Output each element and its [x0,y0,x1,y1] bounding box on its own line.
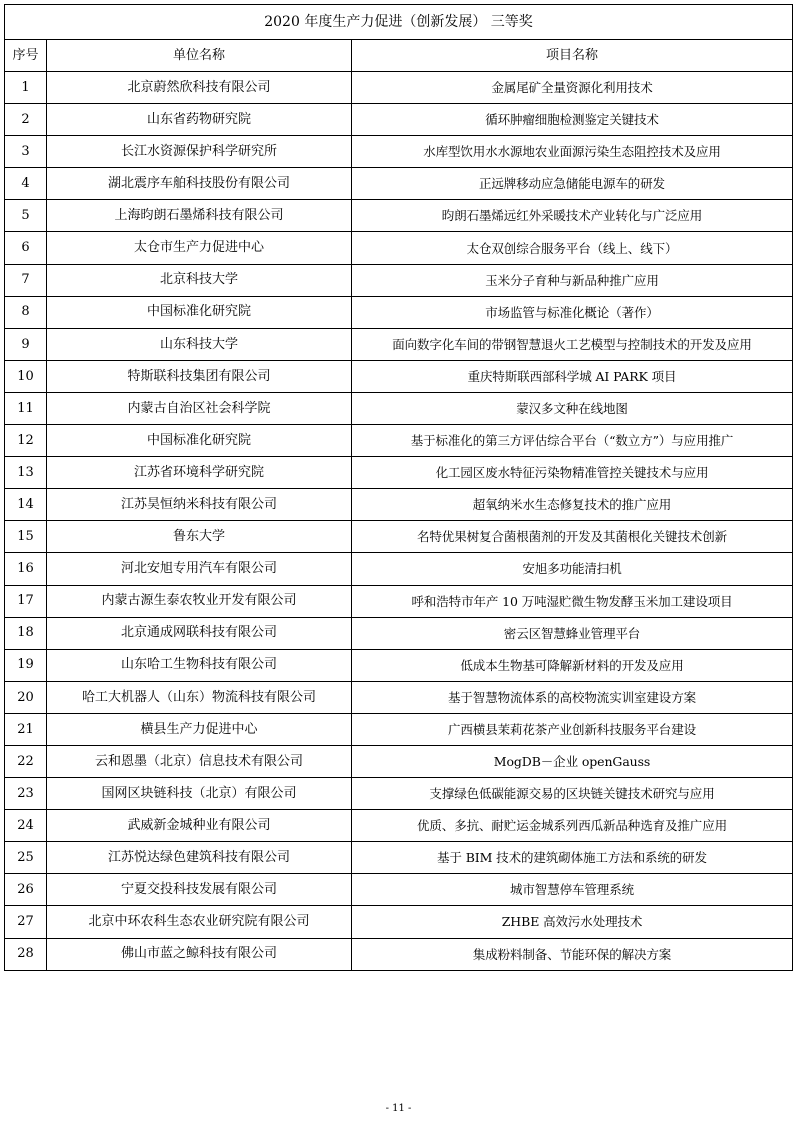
row-unit-name: 北京科技大学 [47,264,352,296]
row-unit-name: 武威新金城种业有限公司 [47,810,352,842]
row-unit-name: 江苏昊恒纳米科技有限公司 [47,489,352,521]
row-index: 6 [5,232,47,264]
table-row [5,617,793,649]
table-row [5,296,793,328]
header-unit: 单位名称 [47,40,352,72]
row-index: 28 [5,938,47,970]
header-index: 序号 [5,40,47,72]
row-project-name: 名特优果树复合菌根菌剂的开发及其菌根化关键技术创新 [352,521,793,553]
row-index: 9 [5,328,47,360]
row-unit-name: 内蒙古源生泰农牧业开发有限公司 [47,585,352,617]
row-unit-name: 国网区块链科技（北京）有限公司 [47,778,352,810]
row-index: 16 [5,553,47,585]
row-unit-name: 山东科技大学 [47,328,352,360]
row-unit-name: 北京通成网联科技有限公司 [47,617,352,649]
row-project-name: 循环肿瘤细胞检测鉴定关键技术 [352,104,793,136]
table-row [5,328,793,360]
row-index: 23 [5,778,47,810]
row-unit-name: 特斯联科技集团有限公司 [47,360,352,392]
row-unit-name: 山东省药物研究院 [47,104,352,136]
row-unit-name: 宁夏交投科技发展有限公司 [47,874,352,906]
table-body [5,5,793,971]
row-index: 19 [5,649,47,681]
row-project-name: 基于标准化的第三方评估综合平台（“数立方”）与应用推广 [352,425,793,457]
table-row [5,72,793,104]
row-unit-name: 鲁东大学 [47,521,352,553]
row-project-name: 安旭多功能清扫机 [352,553,793,585]
table-row [5,168,793,200]
row-unit-name: 山东哈工生物科技有限公司 [47,649,352,681]
table-row [5,104,793,136]
table-row [5,200,793,232]
page-number: - 11 - [385,1103,412,1114]
row-unit-name: 北京蔚然欣科技有限公司 [47,72,352,104]
table-row [5,264,793,296]
row-index: 3 [5,136,47,168]
row-project-name: 基于 BIM 技术的建筑砌体施工方法和系统的研发 [352,842,793,874]
row-index: 7 [5,264,47,296]
table-row [5,360,793,392]
row-project-name: 密云区智慧蜂业管理平台 [352,617,793,649]
row-unit-name: 云和恩墨（北京）信息技术有限公司 [47,745,352,777]
award-table [4,4,793,971]
table-title-row [5,5,793,40]
row-index: 14 [5,489,47,521]
row-unit-name: 中国标准化研究院 [47,425,352,457]
table-row [5,810,793,842]
row-project-name: 太仓双创综合服务平台（线上、线下） [352,232,793,264]
row-project-name: MogDB－企业 openGauss [352,745,793,777]
row-unit-name: 哈工大机器人（山东）物流科技有限公司 [47,681,352,713]
table-row [5,713,793,745]
row-unit-name: 中国标准化研究院 [47,296,352,328]
row-index: 20 [5,681,47,713]
table-row [5,745,793,777]
row-project-name: 广西横县茉莉花茶产业创新科技服务平台建设 [352,713,793,745]
row-unit-name: 太仓市生产力促进中心 [47,232,352,264]
row-index: 12 [5,425,47,457]
row-project-name: 面向数字化车间的带钢智慧退火工艺模型与控制技术的开发及应用 [352,328,793,360]
row-index: 5 [5,200,47,232]
row-index: 26 [5,874,47,906]
row-unit-name: 湖北震序车舶科技股份有限公司 [47,168,352,200]
row-project-name: 超氧纳米水生态修复技术的推广应用 [352,489,793,521]
row-index: 17 [5,585,47,617]
table-row [5,874,793,906]
row-project-name: 蒙汉多文种在线地图 [352,392,793,424]
row-project-name: 城市智慧停车管理系统 [352,874,793,906]
row-project-name: 基于智慧物流体系的高校物流实训室建设方案 [352,681,793,713]
row-unit-name: 长江水资源保护科学研究所 [47,136,352,168]
row-index: 25 [5,842,47,874]
row-unit-name: 北京中环农科生态农业研究院有限公司 [47,906,352,938]
row-index: 8 [5,296,47,328]
header-project: 项目名称 [352,40,793,72]
row-unit-name: 佛山市蓝之鲸科技有限公司 [47,938,352,970]
row-unit-name: 江苏悦达绿色建筑科技有限公司 [47,842,352,874]
row-unit-name: 上海昀朗石墨烯科技有限公司 [47,200,352,232]
table-row [5,553,793,585]
table-row [5,392,793,424]
row-project-name: 化工园区废水特征污染物精准管控关键技术与应用 [352,457,793,489]
table-row [5,681,793,713]
row-index: 11 [5,392,47,424]
row-index: 22 [5,745,47,777]
row-project-name: ZHBE 高效污水处理技术 [352,906,793,938]
table-row [5,906,793,938]
table-row [5,938,793,970]
table-row [5,136,793,168]
row-project-name: 呼和浩特市年产 10 万吨湿贮微生物发酵玉米加工建设项目 [352,585,793,617]
table-row [5,457,793,489]
row-index: 15 [5,521,47,553]
row-project-name: 集成粉料制备、节能环保的解决方案 [352,938,793,970]
row-project-name: 优质、多抗、耐贮运金城系列西瓜新品种选育及推广应用 [352,810,793,842]
row-project-name: 昀朗石墨烯远红外采暖技术产业转化与广泛应用 [352,200,793,232]
table-row [5,489,793,521]
row-index: 1 [5,72,47,104]
row-index: 13 [5,457,47,489]
row-project-name: 金属尾矿全量资源化利用技术 [352,72,793,104]
row-project-name: 市场监管与标准化概论（著作） [352,296,793,328]
row-index: 24 [5,810,47,842]
row-project-name: 玉米分子育种与新品种推广应用 [352,264,793,296]
table-row [5,425,793,457]
row-project-name: 水库型饮用水水源地农业面源污染生态阻控技术及应用 [352,136,793,168]
row-index: 27 [5,906,47,938]
row-project-name: 重庆特斯联西部科学城 AI PARK 项目 [352,360,793,392]
row-index: 4 [5,168,47,200]
table-row [5,842,793,874]
row-unit-name: 横县生产力促进中心 [47,713,352,745]
table-title: 2020 年度生产力促进（创新发展） 三等奖 [5,5,793,40]
table-row [5,585,793,617]
table-row [5,232,793,264]
row-project-name: 低成本生物基可降解新材料的开发及应用 [352,649,793,681]
row-index: 18 [5,617,47,649]
table-row [5,649,793,681]
row-index: 10 [5,360,47,392]
table-row [5,521,793,553]
table-row [5,778,793,810]
table-header-row [5,40,793,72]
row-unit-name: 江苏省环境科学研究院 [47,457,352,489]
row-project-name: 支撑绿色低碳能源交易的区块链关键技术研究与应用 [352,778,793,810]
row-unit-name: 内蒙古自治区社会科学院 [47,392,352,424]
row-index: 21 [5,713,47,745]
row-project-name: 正远牌移动应急储能电源车的研发 [352,168,793,200]
row-unit-name: 河北安旭专用汽车有限公司 [47,553,352,585]
row-index: 2 [5,104,47,136]
